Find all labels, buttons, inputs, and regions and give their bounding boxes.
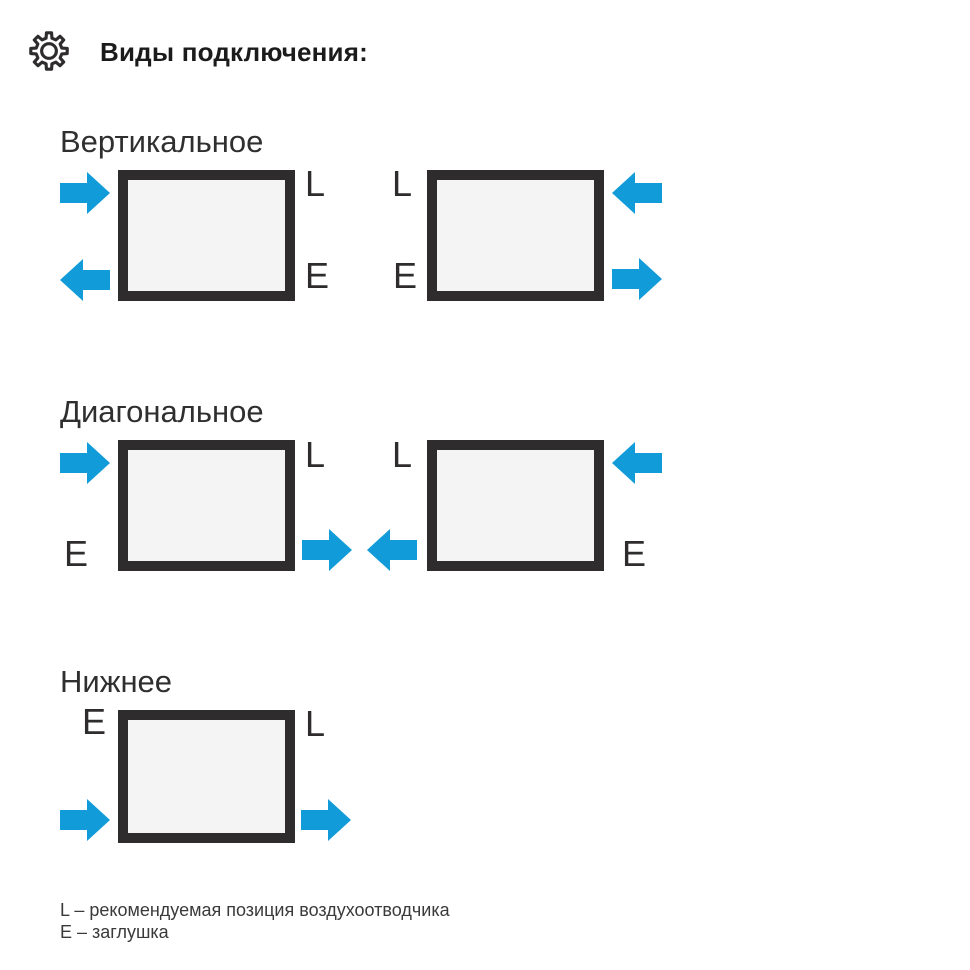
- label-e: E: [393, 255, 418, 296]
- arrow-right-icon: [301, 799, 351, 841]
- label-e: E: [622, 533, 647, 574]
- section-title-vertical: Вертикальное: [60, 124, 264, 159]
- label-l: L: [305, 163, 326, 204]
- arrow-left-icon: [612, 172, 662, 214]
- arrow-left-icon: [612, 442, 662, 484]
- radiator-rect: [427, 170, 604, 301]
- radiator-rect: [118, 170, 295, 301]
- arrow-left-icon: [60, 259, 110, 301]
- arrow-right-icon: [612, 258, 662, 300]
- section-title-diagonal: Диагональное: [60, 394, 264, 429]
- gear-icon: [28, 30, 70, 72]
- label-e: E: [82, 701, 107, 742]
- arrow-right-icon: [60, 442, 110, 484]
- label-e: E: [305, 255, 330, 296]
- arrow-left-icon: [367, 529, 417, 571]
- legend-line-e: E – заглушка: [60, 922, 169, 942]
- radiator-rect: [118, 710, 295, 843]
- arrow-right-icon: [60, 799, 110, 841]
- radiator-rect: [427, 440, 604, 571]
- legend-line-l: L – рекомендуемая позиция воздухоотводчика: [60, 900, 450, 920]
- section-title-bottom: Нижнее: [60, 664, 173, 699]
- arrow-right-icon: [60, 172, 110, 214]
- page-title: Виды подключения:: [100, 37, 368, 67]
- label-l: L: [305, 434, 326, 475]
- label-l: L: [392, 434, 413, 475]
- label-e: E: [64, 533, 89, 574]
- label-l: L: [305, 703, 326, 744]
- label-l: L: [392, 163, 413, 204]
- arrow-right-icon: [302, 529, 352, 571]
- radiator-rect: [118, 440, 295, 571]
